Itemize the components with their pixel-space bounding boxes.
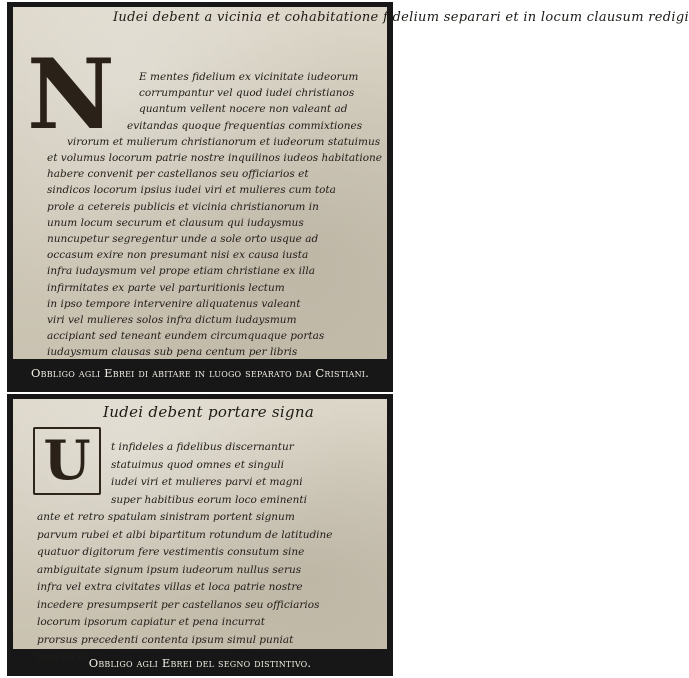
bottom-manuscript-heading: Iudei debent portare signa: [103, 403, 315, 421]
manuscript-line: super habitibus eorum loco eminenti: [111, 493, 308, 506]
bottom-manuscript-text: [27, 439, 377, 667]
manuscript-line: infirmitates ex parte vel parturitionis lectum: [47, 281, 285, 294]
manuscript-line: prorsus precedenti contenta ipsum simul puniat: [37, 633, 294, 646]
manuscript-line: infra iudaysmum vel prope etiam christiane ex illa: [47, 265, 315, 278]
manuscript-line: t infideles a fidelibus discernantur: [111, 441, 294, 453]
top-manuscript-panel: [7, 2, 689, 392]
manuscript-line: iudaysmum clausas sub pena centum per libris: [47, 346, 298, 359]
manuscript-line: statuimus quod omnes et singuli: [111, 458, 284, 471]
manuscript-line: occasum exire non presumant nisi ex causa iusta: [47, 249, 309, 262]
top-manuscript-heading: Iudei debent a vicinia et cohabitatione fidelium separari et in locum clausum redigi: [113, 10, 689, 25]
bottom-manuscript-panel: [7, 394, 393, 676]
manuscript-line: iudei viri et mulieres parvi et magni: [111, 476, 303, 488]
manuscript-line: evitandas quoque frequentias commixtiones: [127, 119, 363, 132]
manuscript-line: sindicos locorum ipsius iudei viri et mulieres cum tota: [47, 184, 336, 197]
top-manuscript-text: [27, 69, 382, 361]
manuscript-line: locorum ipsorum capiatur et pena incurrat: [37, 616, 265, 628]
manuscript-line: incedere presumpserit per castellanos seu officiarios: [37, 598, 320, 611]
manuscript-line: viri vel mulieres solos infra dictum iudaysmum: [47, 314, 297, 327]
manuscript-line: E mentes fidelium ex vicinitate iudeorum: [139, 71, 359, 83]
manuscript-line: quantum vellent nocere non valeant ad: [139, 103, 348, 116]
manuscript-line: virorum et mulierum christianorum et iudeorum statuimus: [67, 135, 381, 148]
manuscript-line: habere convenit per castellanos seu officiarios et: [47, 168, 309, 181]
manuscript-line: parvum rubei et albi bipartitum rotundum de latitudine: [37, 528, 333, 541]
manuscript-line: nuncupetur segregentur unde a sole orto usque ad: [47, 233, 319, 246]
manuscript-line: corrumpantur vel quod iudei christianos: [139, 87, 355, 100]
manuscript-line: prole a cetereis publicis et vicinia christianorum in: [47, 200, 319, 213]
manuscript-line: quatuor digitorum fere vestimentis consutum sine: [37, 546, 305, 558]
manuscript-line: ipso facto: [37, 651, 89, 663]
manuscript-line: in ipso tempore intervenire aliquatenus valeant: [47, 297, 301, 310]
top-illuminated-initial: N: [27, 38, 115, 151]
manuscript-line: accipiant sed teneant eundem circumquaque portas: [47, 330, 325, 343]
manuscript-line: unum locum securum et clausum qui iudaysmus: [47, 216, 304, 229]
bottom-caption: Obbligo agli Ebrei del segno distintivo.: [88, 656, 312, 670]
top-caption: Obbligo agli Ebrei di abitare in luogo separato dai Cristiani.: [31, 366, 369, 380]
manuscript-line: ante et retro spatulam sinistram portent signum: [37, 511, 295, 523]
manuscript-line: et volumus locorum patrie nostre inquilinos iudeos habitatione: [47, 152, 382, 165]
top-manuscript-image: [13, 7, 689, 359]
bottom-illuminated-initial: U: [33, 427, 101, 495]
manuscript-line: infra vel extra civitates villas et loca patrie nostre: [37, 581, 303, 593]
manuscript-line: ambiguitate signum ipsum iudeorum nullus serus: [37, 563, 302, 576]
